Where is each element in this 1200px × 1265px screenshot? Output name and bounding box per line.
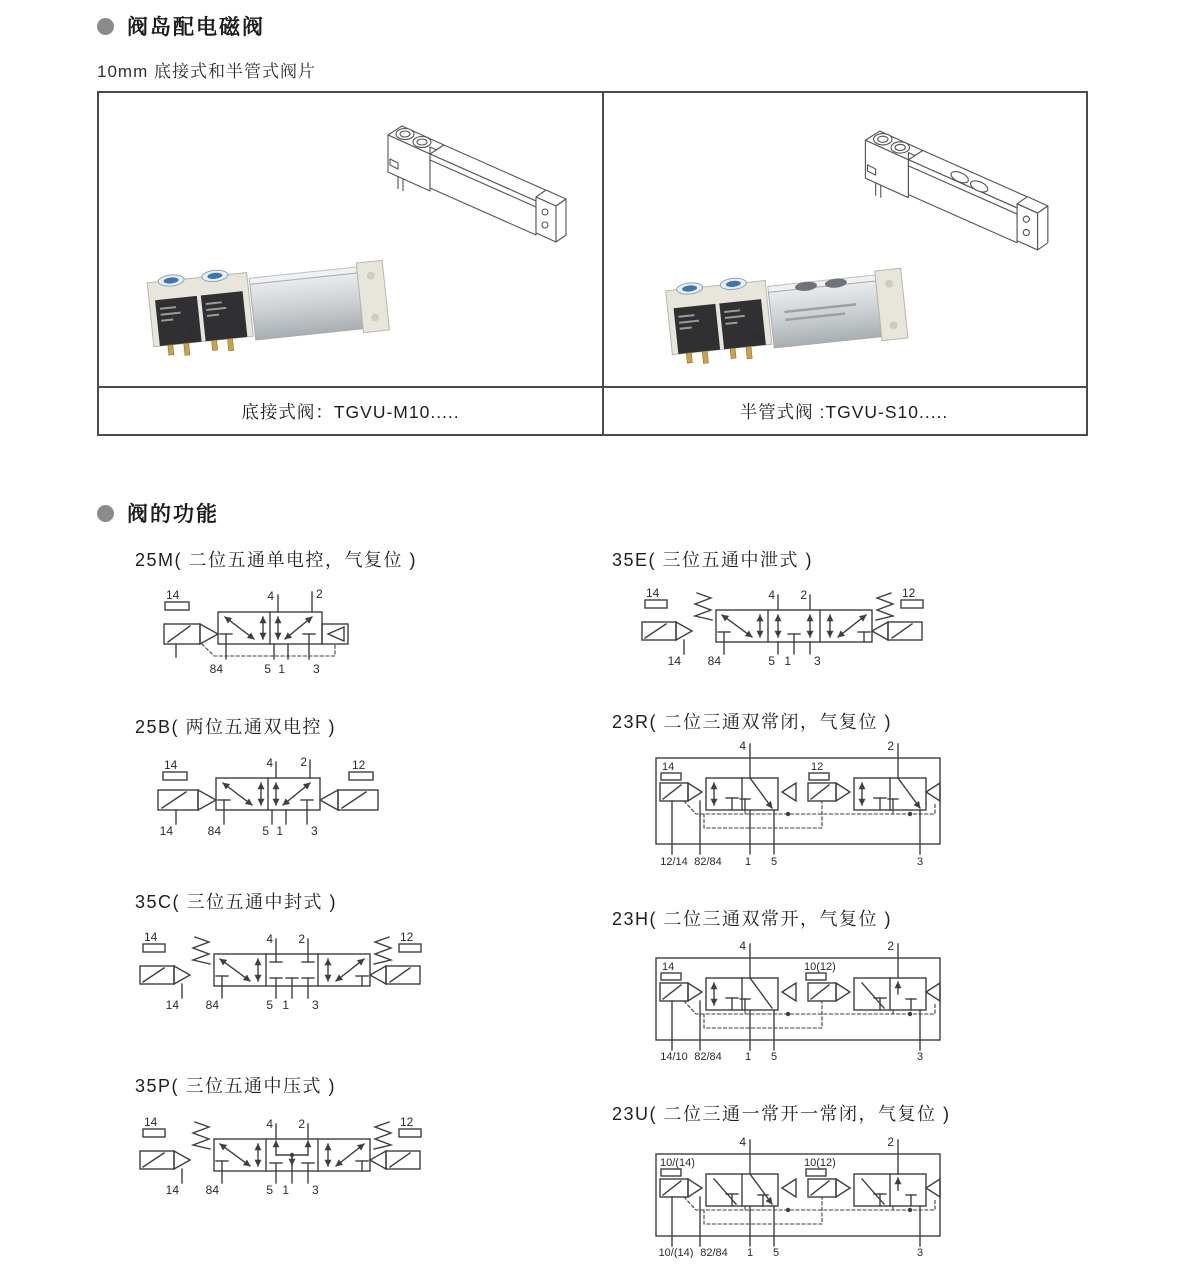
port-label: 1 xyxy=(282,1183,289,1197)
diagram-23u xyxy=(648,1132,948,1258)
port-label: 3 xyxy=(814,654,821,668)
port-label: 5 xyxy=(768,654,775,668)
port-label: 2 xyxy=(887,739,894,753)
diagram-title-35p: 35P( 三位五通中压式 ) xyxy=(135,1076,337,1096)
caption-m10: 底接式阀：TGVU-M10..... xyxy=(241,401,460,422)
valve-line-drawing-m10 xyxy=(372,109,572,259)
port-label: 5 xyxy=(770,856,778,868)
section1-header xyxy=(97,11,265,41)
diagram-title-23r: 23R( 二位三通双常闭，气复位 ) xyxy=(612,712,893,732)
diagram-35e xyxy=(640,586,930,671)
valve-photo-m10 xyxy=(139,251,394,376)
port-label: 82/84 xyxy=(700,1247,728,1258)
solenoid-label: 12 xyxy=(811,761,824,773)
port-label: 5 xyxy=(264,662,271,676)
port-label: 4 xyxy=(768,588,775,602)
port-label: 1 xyxy=(744,1051,752,1062)
port-label: 14 xyxy=(667,654,681,668)
solenoid-label: 10(12) xyxy=(804,1157,836,1169)
port-label: 84 xyxy=(207,824,221,836)
port-label: 2 xyxy=(887,1135,894,1149)
port-label: 3 xyxy=(916,1247,924,1258)
diagram-title-25b: 25B( 两位五通双电控 ) xyxy=(135,717,337,737)
ce-mark: CE xyxy=(706,336,718,345)
port-label: 5 xyxy=(266,998,273,1012)
ce-mark: CE xyxy=(234,324,245,333)
port-label: 12/14 xyxy=(660,856,688,868)
solenoid-label: 10(12) xyxy=(804,961,836,973)
port-label: 3 xyxy=(312,998,319,1012)
port-label: 84 xyxy=(209,662,223,676)
port-label: 2 xyxy=(300,756,307,769)
port-label: 4 xyxy=(739,1135,746,1149)
port-label: 3 xyxy=(916,856,924,868)
valve-line-drawing-s10 xyxy=(849,113,1054,268)
port-label: 5 xyxy=(266,1183,273,1197)
solenoid-label: 14 xyxy=(166,588,180,602)
port-label: 1 xyxy=(282,998,289,1012)
section2-title: 阀的功能 xyxy=(127,503,219,526)
diagram-title-35c: 35C( 三位五通中封式 ) xyxy=(135,892,338,912)
diagram-title-35e: 35E( 三位五通中泄式 ) xyxy=(612,550,814,570)
bullet-icon xyxy=(97,505,114,522)
port-label: 82/84 xyxy=(694,1051,722,1062)
port-label: 3 xyxy=(916,1051,924,1062)
port-label: 5 xyxy=(772,1247,780,1258)
port-label: 1 xyxy=(278,662,285,676)
table-caption-row xyxy=(99,386,1086,434)
solenoid-label: 14 xyxy=(662,761,675,773)
port-label: 2 xyxy=(298,932,305,946)
port-label: 3 xyxy=(312,1183,319,1197)
solenoid-label: 14 xyxy=(646,586,660,600)
solenoid-label: 14 xyxy=(144,1115,158,1129)
port-label: 5 xyxy=(262,824,269,836)
port-label: 82/84 xyxy=(694,856,722,868)
diagram-title-23u: 23U( 二位三通一常开一常闭，气复位 ) xyxy=(612,1104,951,1124)
port-label: 5 xyxy=(770,1051,778,1062)
port-label: 4 xyxy=(739,739,746,753)
port-label: 14 xyxy=(159,824,173,836)
solenoid-label: 14 xyxy=(662,961,675,973)
port-label: 84 xyxy=(707,654,721,668)
port-label: 2 xyxy=(887,939,894,953)
bullet-icon xyxy=(97,18,114,35)
port-label: 1 xyxy=(744,856,752,868)
solenoid-label: 12 xyxy=(400,1115,414,1129)
solenoid-label: 14 xyxy=(144,930,158,944)
table-divider xyxy=(602,93,604,434)
port-label: 4 xyxy=(266,756,273,770)
port-label: 4 xyxy=(739,939,746,953)
caption-s10: 半管式阀 :TGVU-S10..... xyxy=(739,401,949,422)
port-label: 4 xyxy=(266,932,273,946)
section1-subtitle: 10mm 底接式和半管式阀片 xyxy=(97,62,316,81)
solenoid-label: 12 xyxy=(902,586,916,600)
port-label: 3 xyxy=(313,662,320,676)
section2-header xyxy=(97,498,219,528)
port-label: 3 xyxy=(311,824,318,836)
diagram-25m xyxy=(162,586,357,678)
solenoid-label: 14 xyxy=(164,758,178,772)
section1-title: 阀岛配电磁阀 xyxy=(127,16,265,39)
port-label: 4 xyxy=(266,1117,273,1131)
diagram-title-25m: 25M( 二位五通单电控，气复位 ) xyxy=(135,550,418,570)
port-label: 14/10 xyxy=(660,1051,688,1062)
diagram-23r xyxy=(648,736,948,868)
ce-mark: CE xyxy=(188,328,199,337)
port-label: 2 xyxy=(316,587,323,601)
port-label: 10/(14) xyxy=(658,1247,694,1258)
ce-mark: CE xyxy=(752,332,764,341)
port-label: 1 xyxy=(746,1247,754,1258)
solenoid-label: 12 xyxy=(352,758,366,772)
port-label: 1 xyxy=(784,654,791,668)
diagram-25b xyxy=(156,756,391,836)
port-label: 2 xyxy=(800,588,807,602)
port-label: 4 xyxy=(267,589,274,603)
valve-photo-s10 xyxy=(655,259,915,384)
diagram-23h xyxy=(648,936,948,1062)
port-label: 14 xyxy=(165,998,179,1012)
valve-table xyxy=(97,91,1088,436)
port-label: 84 xyxy=(205,1183,219,1197)
port-label: 14 xyxy=(165,1183,179,1197)
diagram-title-23h: 23H( 二位三通双常开，气复位 ) xyxy=(612,909,893,929)
solenoid-label: 10/(14) xyxy=(660,1157,695,1169)
port-label: 1 xyxy=(276,824,283,836)
diagram-35p xyxy=(138,1115,428,1200)
solenoid-label: 12 xyxy=(400,930,414,944)
port-label: 2 xyxy=(298,1117,305,1131)
port-label: 84 xyxy=(205,998,219,1012)
diagram-35c xyxy=(138,930,428,1015)
